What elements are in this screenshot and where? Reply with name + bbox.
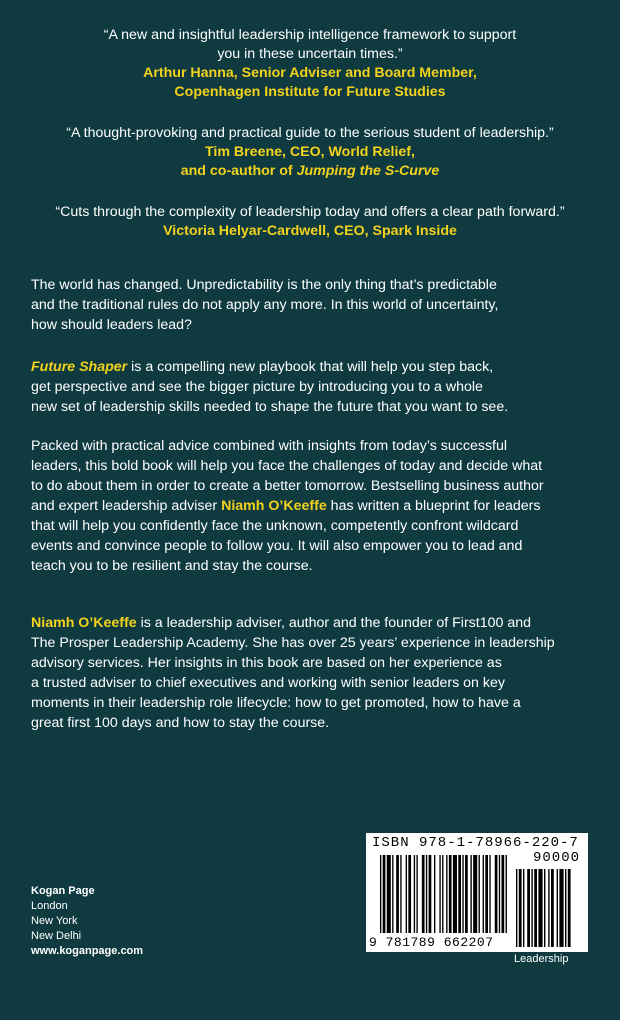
quote-text: “A thought-provoking and practical guide to the serious student of leadership.” [66, 125, 554, 141]
quote-attribution: Copenhagen Institute for Future Studies [174, 84, 446, 100]
author-bio [31, 613, 596, 733]
endorsement-2 [0, 124, 620, 181]
text-span: and expert leadership adviser [31, 498, 222, 514]
isbn-barcode [366, 833, 588, 952]
publisher-city: London [31, 900, 68, 912]
publisher-website: www.koganpage.com [31, 945, 144, 957]
quote-attribution: Victoria Helyar-Cardwell, CEO, Spark Inside [163, 223, 457, 239]
text-span: is a leadership adviser, author and the founder of First100 and [136, 615, 532, 631]
quote-text: “A new and insightful leadership intelligence framework to support [103, 27, 517, 43]
book-title: Jumping the S-Curve [296, 163, 440, 179]
text-line: events and convince people to follow you. It will also empower you to lead and [31, 538, 523, 554]
text-line: great first 100 days and how to stay the course. [31, 715, 330, 731]
text-line: how should leaders lead? [31, 317, 192, 333]
category-label: Leadership [514, 953, 569, 965]
text-line: leaders, this bold book will help you face the challenges of today and decide what [31, 458, 543, 474]
publisher-city: New Delhi [31, 930, 82, 942]
text-line: get perspective and see the bigger picture by introducing you to a whole [31, 379, 483, 395]
text-line: a trusted adviser to chief executives and working with senior leaders on key [31, 675, 505, 691]
text-line: teach you to be resilient and stay the course. [31, 558, 313, 574]
description-paragraph-3 [31, 436, 596, 576]
publisher-name: Kogan Page [31, 885, 95, 897]
text-line: Packed with practical advice combined with insights from today’s successful [31, 438, 508, 454]
ean-number: 9 781789 662207 [369, 935, 494, 950]
quote-attribution [0, 162, 620, 181]
text-line: The Prosper Leadership Academy. She has over 25 years’ experience in leadership [31, 635, 555, 651]
text-line: that will help you confidently face the unknown, competently confront wildcard [31, 518, 519, 534]
quote-attribution: Arthur Hanna, Senior Adviser and Board Member, [143, 65, 477, 81]
text-line: The world has changed. Unpredictability is the only thing that’s predictable [31, 277, 497, 293]
text-line [31, 613, 596, 633]
description-paragraph-2 [31, 357, 596, 417]
author-name: Niamh O’Keeffe [31, 615, 137, 631]
quote-text: “Cuts through the complexity of leadership today and offers a clear path forward.” [55, 204, 565, 220]
book-title: Future Shaper [31, 359, 128, 375]
text-span: is a compelling new playbook that will help you step back, [127, 359, 494, 375]
publisher-city: New York [31, 915, 78, 927]
text-span: has written a blueprint for leaders [326, 498, 541, 514]
isbn-number: ISBN 978-1-78966-220-7 [372, 835, 579, 851]
publisher-info [31, 884, 143, 959]
endorsement-3 [0, 203, 620, 241]
attribution-prefix: and co-author of [180, 163, 297, 179]
text-line: advisory services. Her insights in this book are based on her experience as [31, 655, 502, 671]
price-addon-number: 90000 [532, 850, 580, 866]
text-line [31, 357, 596, 377]
endorsement-1 [0, 26, 620, 102]
author-name: Niamh O’Keeffe [221, 498, 327, 514]
text-line: new set of leadership skills needed to shape the future that you want to see. [31, 399, 509, 415]
text-line [31, 496, 596, 516]
text-line: to do about them in order to create a better tomorrow. Bestselling business author [31, 478, 544, 494]
description-paragraph-1 [31, 275, 596, 335]
text-line: moments in their leadership role lifecycle: how to get promoted, how to have a [31, 695, 521, 711]
quote-attribution: Tim Breene, CEO, World Relief, [205, 144, 415, 160]
text-line: and the traditional rules do not apply any more. In this world of uncertainty, [31, 297, 499, 313]
quote-text: you in these uncertain times.” [217, 46, 403, 62]
